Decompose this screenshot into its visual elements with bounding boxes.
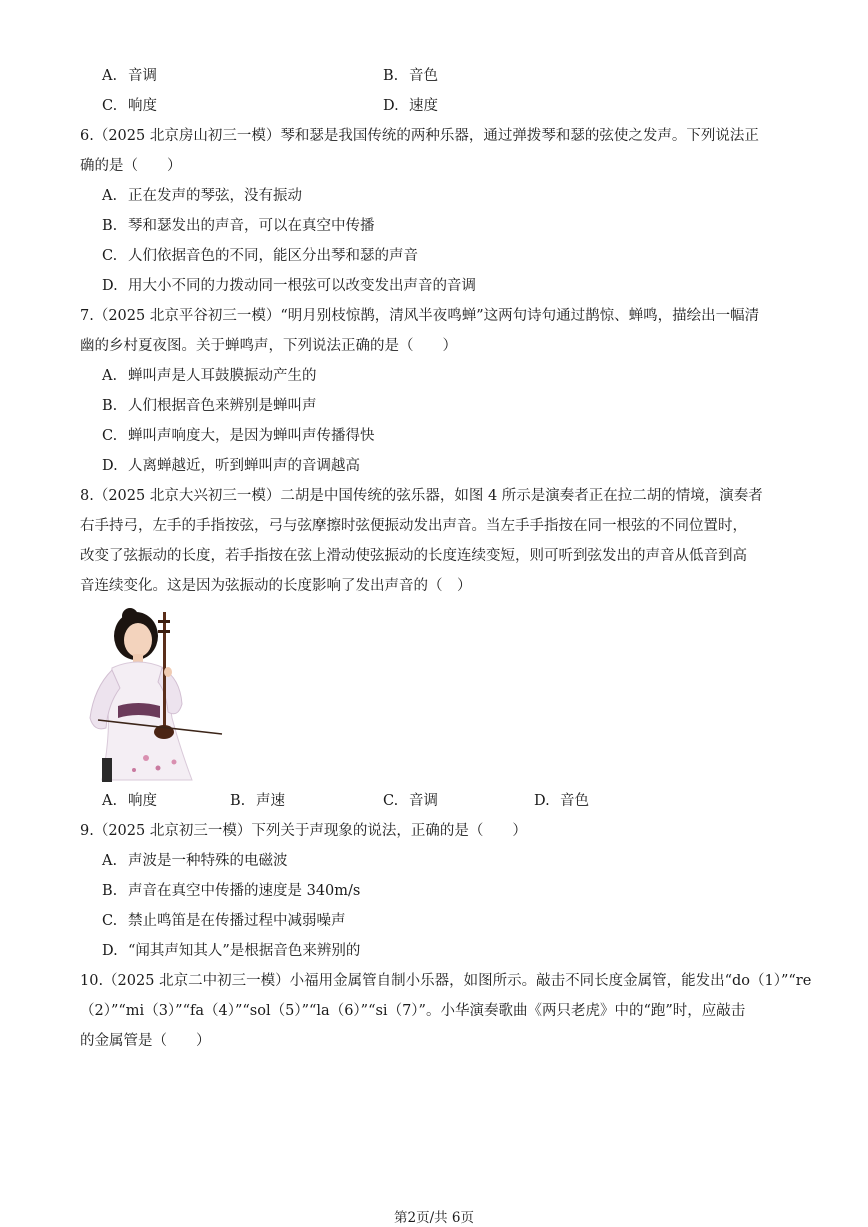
q5-option-c (102, 96, 157, 116)
option-text: 声速 (256, 793, 285, 809)
option-text: 速度 (409, 98, 438, 114)
option-text: “闻其声知其人”是根据音色来辨别的 (128, 943, 361, 959)
q10-stem-line-2: （2）”“mi（3）”“fa（4）”“sol（5）”“la（6）”“si（7）”。小华演奏歌曲《两只老虎》中的“跑”时，应敲击 (80, 1003, 746, 1019)
option-text: 人离蝉越近，听到蝉叫声的音调越高 (128, 458, 360, 474)
q8-stem-line-3: 改变了弦振动的长度，若手指按在弦上滑动使弦振动的长度连续变短，则可听到弦发出的声音从低音到高 (80, 548, 747, 564)
q6-stem-line-2: 确的是（ ） (80, 158, 182, 174)
option-label: D. (383, 98, 399, 114)
q6-option-c (102, 246, 418, 266)
option-text: 蝉叫声是人耳鼓膜振动产生的 (128, 368, 317, 384)
option-label: A. (102, 793, 118, 809)
erhu-player-image (84, 608, 224, 782)
option-text: 人们根据音色来辨别是蝉叫声 (128, 398, 317, 414)
option-text: 音调 (128, 68, 157, 84)
option-text: 蝉叫声响度大，是因为蝉叫声传播得快 (128, 428, 375, 444)
q6-option-d (102, 276, 476, 296)
option-text: 正在发声的琴弦，没有振动 (128, 188, 302, 204)
q10-stem-line-1: 10.（2025 北京二中初三一模）小福用金属管自制小乐器，如图所示。敲击不同长度金属管，能发出“do（1）”“re (80, 973, 812, 989)
option-text: 禁止鸣笛是在传播过程中减弱噪声 (128, 913, 346, 929)
option-label: B. (383, 68, 399, 84)
q6-option-a (102, 186, 302, 206)
q8-option-b (230, 791, 285, 811)
option-text: 音色 (560, 793, 589, 809)
q6-option-b (102, 216, 375, 236)
option-text: 人们依据音色的不同，能区分出琴和瑟的声音 (128, 248, 418, 264)
erhu-player-illustration (84, 608, 224, 782)
page-number: 第2页/共 6页 (393, 1210, 475, 1226)
q8-option-c (383, 791, 438, 811)
option-text: 响度 (128, 793, 157, 809)
q7-option-c (102, 426, 375, 446)
option-label: A. (102, 853, 118, 869)
option-label: B. (102, 218, 118, 234)
q5-option-b (383, 66, 438, 86)
q9-stem-line-1: 9.（2025 北京初三一模）下列关于声现象的说法，正确的是（ ） (80, 823, 527, 839)
q8-option-a (102, 791, 157, 811)
option-label: D. (102, 278, 118, 294)
q8-stem-line-4: 音连续变化。这是因为弦振动的长度影响了发出声音的（ ） (80, 578, 472, 594)
option-label: C. (383, 793, 399, 809)
q7-option-b (102, 396, 317, 416)
q9-option-c (102, 911, 346, 931)
q5-option-d (383, 96, 438, 116)
option-label: C. (102, 428, 118, 444)
q8-stem-line-2: 右手持弓，左手的手指按弦，弓与弦摩擦时弦便振动发出声音。当左手手指按在同一根弦的不同位置时， (80, 518, 747, 534)
option-label: D. (102, 943, 118, 959)
option-label: A. (102, 188, 118, 204)
q5-option-a (102, 66, 157, 86)
q6-stem-line-1: 6.（2025 北京房山初三一模）琴和瑟是我国传统的两种乐器，通过弹拨琴和瑟的弦使之发声。下列说法正 (80, 128, 759, 144)
q7-option-d (102, 456, 360, 476)
option-label: B. (230, 793, 246, 809)
option-label: D. (534, 793, 550, 809)
q8-option-d (534, 791, 589, 811)
option-text: 用大小不同的力拨动同一根弦可以改变发出声音的音调 (128, 278, 476, 294)
option-label: B. (102, 398, 118, 414)
q9-option-a (102, 851, 288, 871)
option-label: C. (102, 248, 118, 264)
q10-stem-line-3: 的金属管是（ ） (80, 1033, 211, 1049)
option-text: 琴和瑟发出的声音，可以在真空中传播 (128, 218, 375, 234)
option-text: 声音在真空中传播的速度是 340m/s (128, 883, 361, 899)
option-text: 音调 (409, 793, 438, 809)
q8-stem-line-1: 8.（2025 北京大兴初三一模）二胡是中国传统的弦乐器，如图 4 所示是演奏者正在拉二胡的情境，演奏者 (80, 488, 763, 504)
option-text: 响度 (128, 98, 157, 114)
q7-stem-line-2: 幽的乡村夏夜图。关于蝉鸣声，下列说法正确的是（ ） (80, 338, 457, 354)
option-label: C. (102, 913, 118, 929)
option-label: C. (102, 98, 118, 114)
q9-option-b (102, 881, 360, 901)
option-label: A. (102, 68, 118, 84)
q7-option-a (102, 366, 317, 386)
option-label: A. (102, 368, 118, 384)
option-text: 声波是一种特殊的电磁波 (128, 853, 288, 869)
option-text: 音色 (409, 68, 438, 84)
q9-option-d (102, 941, 360, 961)
option-label: D. (102, 458, 118, 474)
option-label: B. (102, 883, 118, 899)
q7-stem-line-1: 7.（2025 北京平谷初三一模）“明月别枝惊鹊，清风半夜鸣蝉”这两句诗句通过鹊惊、蝉鸣，描绘出一幅清 (80, 308, 760, 324)
